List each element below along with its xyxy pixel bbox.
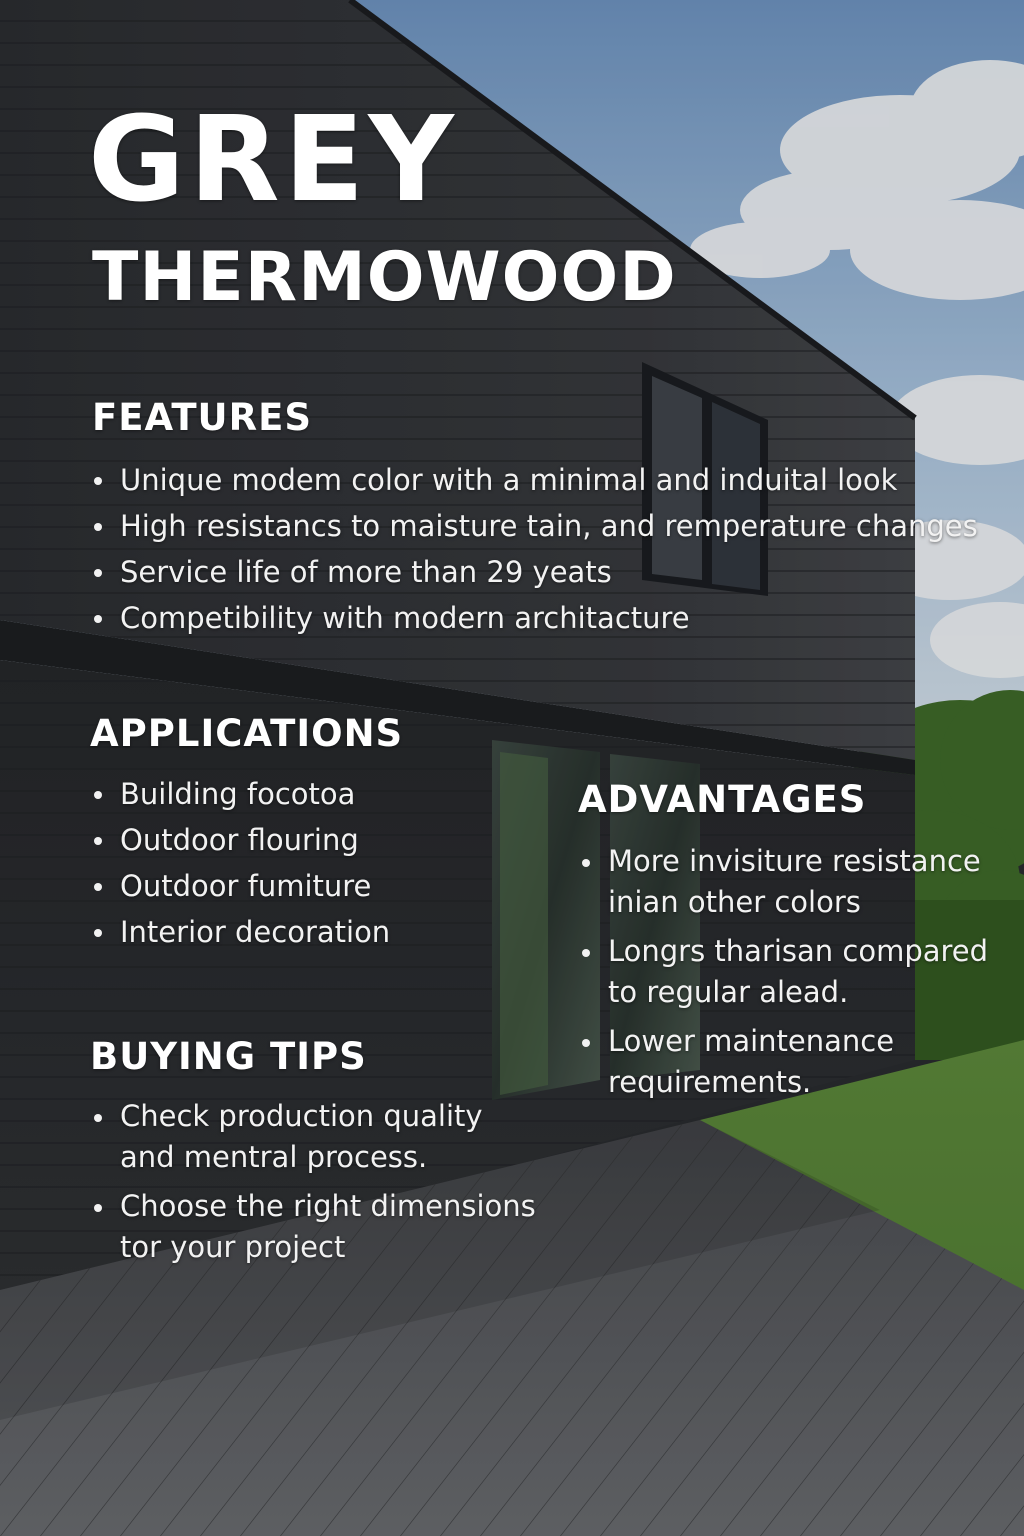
list-item <box>578 1021 1008 1103</box>
list-item-line: tor your project <box>120 1230 346 1264</box>
list-item <box>578 841 1008 923</box>
list-item-line: More invisiture resistance <box>608 844 981 878</box>
list-item-line: requirements. <box>608 1065 812 1099</box>
list-item-line: Lower maintenance <box>608 1024 895 1058</box>
title-grey: GREY <box>88 90 458 228</box>
list-item-line: Choose the right dimensions <box>120 1189 536 1223</box>
list-item-line: to regular alead. <box>608 975 849 1009</box>
list-item: Building focotoa <box>90 771 510 817</box>
list-item: High resistancs to maisture tain, and remperature changes <box>90 503 1010 549</box>
advantages-list <box>578 841 1008 1111</box>
list-item <box>90 1186 560 1268</box>
features-list <box>90 457 1010 641</box>
list-item <box>578 931 1008 1013</box>
list-item-line: inian other colors <box>608 885 861 919</box>
applications-heading: APPLICATIONS <box>90 712 404 755</box>
title-thermowood: THERMOWOOD <box>92 238 677 317</box>
list-item-line: and mentral process. <box>120 1140 428 1174</box>
list-item: Unique modem color with a minimal and induital look <box>90 457 1010 503</box>
list-item <box>90 1096 560 1178</box>
advantages-heading: ADVANTAGES <box>578 778 867 821</box>
list-item: Service life of more than 29 yeats <box>90 549 1010 595</box>
list-item: Competibility with modern architacture <box>90 595 1010 641</box>
features-heading: FEATURES <box>92 396 313 439</box>
list-item: Outdoor flouring <box>90 817 510 863</box>
buying-tips-heading: BUYING TIPS <box>90 1035 367 1078</box>
list-item: Interior decoration <box>90 909 510 955</box>
applications-list <box>90 771 510 955</box>
list-item: Outdoor fumiture <box>90 863 510 909</box>
list-item-line: Longrs tharisan compared <box>608 934 989 968</box>
buying-tips-list <box>90 1096 560 1276</box>
list-item-line: Check production quality <box>120 1099 483 1133</box>
